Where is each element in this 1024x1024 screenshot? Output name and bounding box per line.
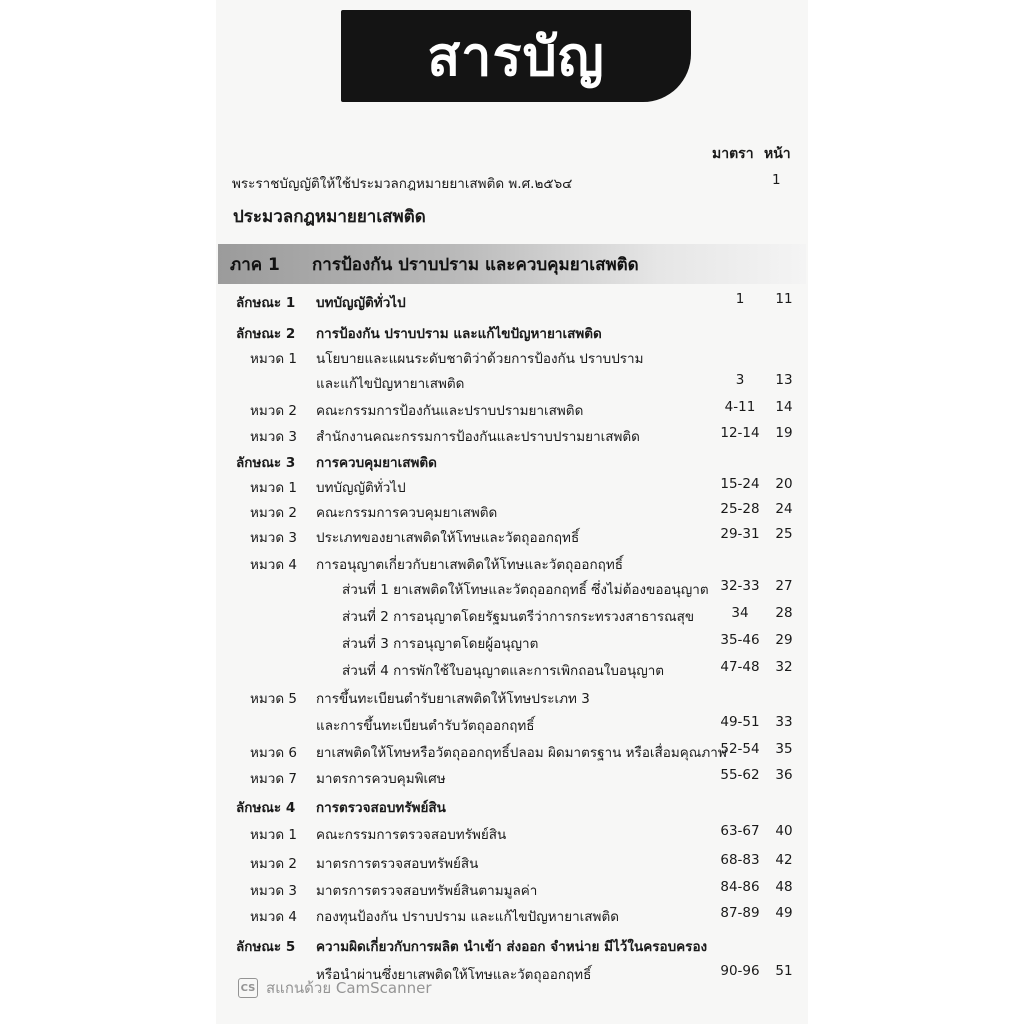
toc-entry-page: 32 — [775, 659, 793, 675]
toc-entry-title: การอนุญาตเกี่ยวกับยาเสพติดให้โทษและวัตถุออกฤทธิ์ — [316, 557, 623, 573]
toc-entry-page: 11 — [775, 291, 793, 307]
toc-entry-title: และแก้ไขปัญหายาเสพติด — [316, 376, 465, 392]
act-title: พระราชบัญญัติให้ใช้ประมวลกฎหมายยาเสพติด พ.ศ.๒๕๖๔ — [232, 176, 573, 192]
toc-entry-lead: หมวด 5 — [250, 691, 298, 707]
toc-entry-lead: หมวด 6 — [250, 745, 298, 761]
toc-entry-article: 12-14 — [720, 425, 760, 441]
toc-entry-article: 47-48 — [720, 659, 760, 675]
toc-entry-title: ประเภทของยาเสพติดให้โทษและวัตถุออกฤทธิ์ — [316, 530, 580, 546]
toc-entry-title: คณะกรรมการตรวจสอบทรัพย์สิน — [316, 827, 507, 843]
toc-entry-lead: ลักษณะ 3 — [236, 455, 296, 471]
toc-entry-article: 90-96 — [720, 963, 760, 979]
toc-entry-article: 15-24 — [720, 476, 760, 492]
toc-entry-title: กองทุนป้องกัน ปราบปราม และแก้ไขปัญหายาเสพติด — [316, 909, 619, 925]
toc-entry-title: สำนักงานคณะกรรมการป้องกันและปราบปรามยาเสพติด — [316, 429, 640, 445]
toc-entry-page: 14 — [775, 399, 793, 415]
toc-entry-lead: ลักษณะ 5 — [236, 939, 296, 955]
toc-entry-title: ส่วนที่ 4 การพักใช้ใบอนุญาตและการเพิกถอนใบอนุญาต — [342, 663, 665, 679]
toc-entry-lead: ลักษณะ 2 — [236, 326, 296, 342]
toc-entry-article: 52-54 — [720, 741, 760, 757]
toc-entry-page: 40 — [775, 823, 793, 839]
toc-entry-article: 55-62 — [720, 767, 760, 783]
toc-entry-title: การควบคุมยาเสพติด — [316, 455, 437, 471]
toc-entry-title: นโยบายและแผนระดับชาติว่าด้วยการป้องกัน ปราบปราม — [316, 351, 644, 367]
part-heading-bar — [218, 244, 806, 284]
toc-entry-lead: หมวด 4 — [250, 909, 298, 925]
toc-entry-title: และการขึ้นทะเบียนตำรับวัตถุออกฤทธิ์ — [316, 718, 535, 734]
toc-entry-article: 3 — [735, 372, 745, 388]
toc-entry-article: 87-89 — [720, 905, 760, 921]
toc-entry-page: 13 — [775, 372, 793, 388]
toc-entry-title: การขึ้นทะเบียนตำรับยาเสพติดให้โทษประเภท 3 — [316, 691, 590, 707]
toc-entry-title: ส่วนที่ 2 การอนุญาตโดยรัฐมนตรีว่าการกระทรวงสาธารณสุข — [342, 609, 695, 625]
toc-entry-lead: หมวด 2 — [250, 505, 298, 521]
toc-entry-lead: ลักษณะ 1 — [236, 295, 296, 311]
toc-entry-page: 36 — [775, 767, 793, 783]
toc-entry-article: 63-67 — [720, 823, 760, 839]
code-heading: ประมวลกฎหมายยาเสพติด — [233, 207, 426, 227]
toc-entry-title: ส่วนที่ 1 ยาเสพติดให้โทษและวัตถุออกฤทธิ์ ซึ่งไม่ต้องขออนุญาต — [342, 582, 709, 598]
toc-entry-title: ความผิดเกี่ยวกับการผลิต นำเข้า ส่งออก จำหน่าย มีไว้ในครอบครอง — [316, 939, 708, 955]
toc-entry-article: 29-31 — [720, 526, 760, 542]
toc-entry-title: การป้องกัน ปราบปราม และแก้ไขปัญหายาเสพติด — [316, 326, 602, 342]
toc-entry-lead: หมวด 3 — [250, 883, 298, 899]
toc-entry-title: มาตรการตรวจสอบทรัพย์สิน — [316, 856, 479, 872]
toc-entry-lead: หมวด 3 — [250, 429, 298, 445]
toc-entry-page: 42 — [775, 852, 793, 868]
toc-entry-page: 19 — [775, 425, 793, 441]
toc-entry-title: การตรวจสอบทรัพย์สิน — [316, 800, 446, 816]
toc-entry-page: 25 — [775, 526, 793, 542]
toc-entry-page: 28 — [775, 605, 793, 621]
watermark-text: สแกนด้วย CamScanner — [266, 979, 432, 997]
toc-entry-article: 4-11 — [724, 399, 756, 415]
toc-entry-article: 32-33 — [720, 578, 760, 594]
toc-entry-article: 25-28 — [720, 501, 760, 517]
toc-entry-title: บทบัญญัติทั่วไป — [316, 480, 406, 496]
part-label: ภาค 1 — [230, 254, 280, 275]
toc-entry-lead: หมวด 7 — [250, 771, 298, 787]
toc-title: สารบัญ — [341, 10, 691, 102]
camscanner-icon: CS — [238, 978, 258, 998]
toc-entry-page: 24 — [775, 501, 793, 517]
toc-entry-article: 84-86 — [720, 879, 760, 895]
scanner-watermark — [238, 976, 432, 1000]
toc-entry-lead: หมวด 4 — [250, 557, 298, 573]
toc-entry-title: มาตรการควบคุมพิเศษ — [316, 771, 446, 787]
toc-entry-title: คณะกรรมการควบคุมยาเสพติด — [316, 505, 498, 521]
toc-entry-page: 48 — [775, 879, 793, 895]
toc-entry-page: 27 — [775, 578, 793, 594]
toc-entry-page: 49 — [775, 905, 793, 921]
toc-entry-lead: ลักษณะ 4 — [236, 800, 296, 816]
part-title: การป้องกัน ปราบปราม และควบคุมยาเสพติด — [312, 254, 639, 275]
act-page: 1 — [772, 172, 781, 188]
toc-entry-lead: หมวด 1 — [250, 480, 298, 496]
toc-entry-lead: หมวด 1 — [250, 827, 298, 843]
toc-entry-page: 35 — [775, 741, 793, 757]
toc-entry-title: หรือนำผ่านซึ่งยาเสพติดให้โทษและวัตถุออกฤทธิ์ — [316, 967, 592, 983]
column-header-article: มาตรา — [712, 146, 754, 162]
toc-entry-title: คณะกรรมการป้องกันและปราบปรามยาเสพติด — [316, 403, 584, 419]
toc-entry-title: มาตรการตรวจสอบทรัพย์สินตามมูลค่า — [316, 883, 538, 899]
toc-entry-article: 35-46 — [720, 632, 760, 648]
toc-entry-page: 51 — [775, 963, 793, 979]
toc-entry-title: ยาเสพติดให้โทษหรือวัตถุออกฤทธิ์ปลอม ผิดมาตรฐาน หรือเสื่อมคุณภาพ — [316, 745, 727, 761]
column-header-page: หน้า — [764, 146, 791, 162]
toc-entry-title: บทบัญญัติทั่วไป — [316, 295, 406, 311]
toc-entry-article: 49-51 — [720, 714, 760, 730]
toc-entry-article: 34 — [731, 605, 749, 621]
toc-entry-page: 29 — [775, 632, 793, 648]
toc-entry-article: 68-83 — [720, 852, 760, 868]
toc-entry-lead: หมวด 2 — [250, 856, 298, 872]
toc-entry-article: 1 — [735, 291, 745, 307]
toc-entry-lead: หมวด 2 — [250, 403, 298, 419]
toc-entry-title: ส่วนที่ 3 การอนุญาตโดยผู้อนุญาต — [342, 636, 539, 652]
toc-entry-page: 20 — [775, 476, 793, 492]
toc-entry-lead: หมวด 1 — [250, 351, 298, 367]
toc-entry-page: 33 — [775, 714, 793, 730]
toc-entry-lead: หมวด 3 — [250, 530, 298, 546]
